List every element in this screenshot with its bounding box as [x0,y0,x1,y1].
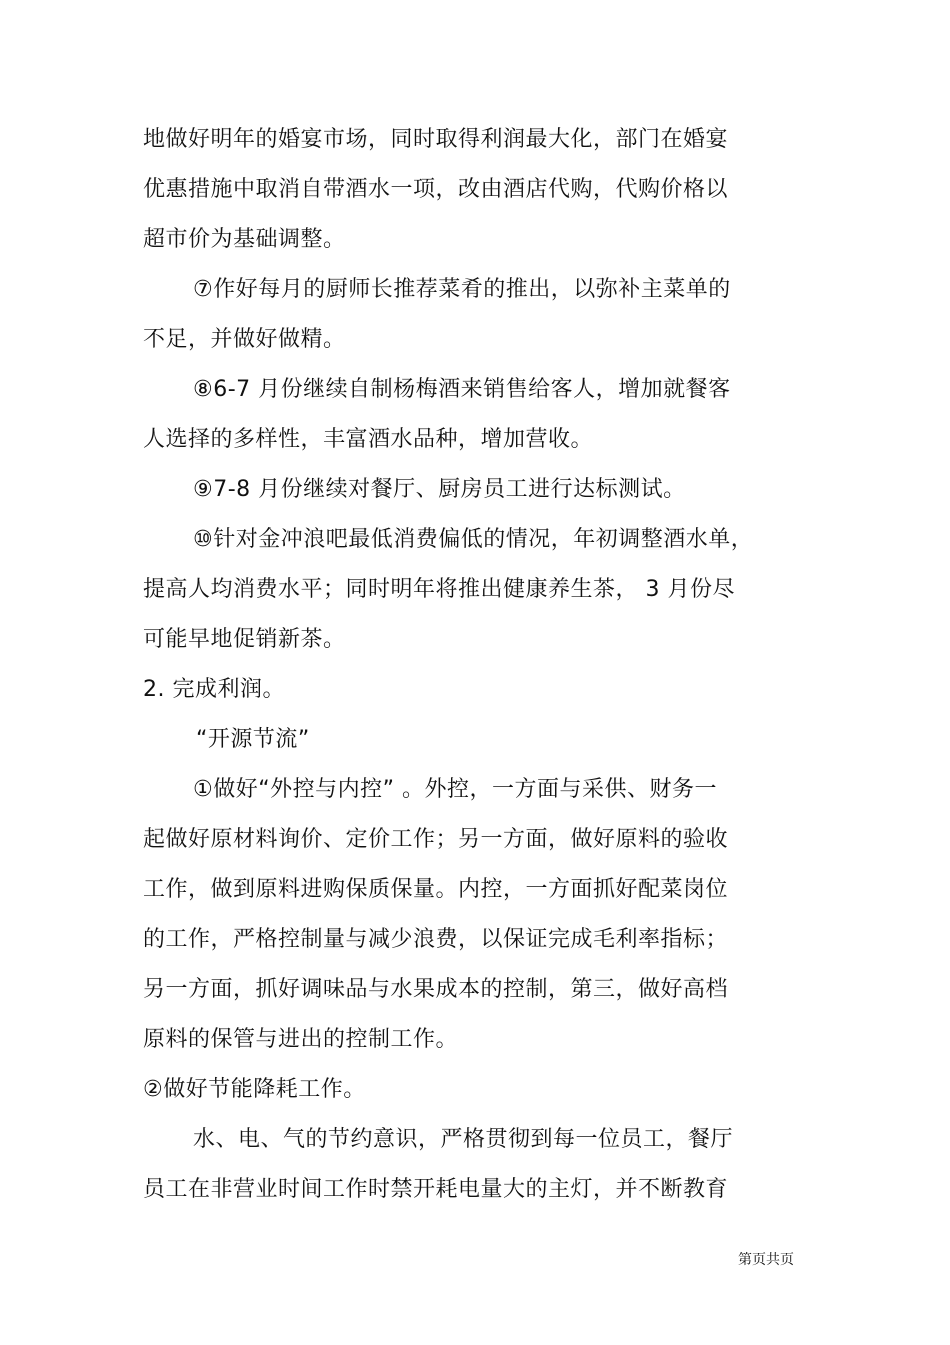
text-line-22: 员工在非营业时间工作时禁开耗电量大的主灯，并不断教育 [143,1177,729,1202]
text-line-14: ①做好“外控与内控” 。外控，一方面与采供、财务一 [193,777,718,802]
text-line-8: ⑨7-8 月份继续对餐厅、厨房员工进行达标测试。 [193,477,686,502]
text-line-19: 原料的保管与进出的控制工作。 [143,1027,459,1052]
page-footer: 第页共页 [738,1252,794,1268]
text-line-15: 起做好原材料询价、定价工作；另一方面，做好原料的验收 [143,827,729,852]
text-line-21: 水、电、气的节约意识，严格贯彻到每一位员工，餐厅 [193,1127,734,1152]
section-heading: 2. 完成利润。 [143,677,285,702]
text-line-4: ⑦作好每月的厨师长推荐菜肴的推出，以弥补主菜单的 [193,277,731,302]
text-line-16: 工作，做到原料进购保质保量。内控，一方面抓好配菜岗位 [143,877,729,902]
text-line-10: 提高人均消费水平；同时明年将推出健康养生茶， 3 月份尽 [143,577,735,602]
text-line-5: 不足，并做好做精。 [143,327,346,352]
text-line-3: 超市价为基础调整。 [143,227,346,252]
text-line-20: ②做好节能降耗工作。 [143,1077,366,1102]
text-line-1: 地做好明年的婚宴市场，同时取得利润最大化，部门在婚宴 [143,127,729,152]
text-line-9: ⑩针对金冲浪吧最低消费偏低的情况，年初调整酒水单， [193,527,754,552]
text-line-17: 的工作，严格控制量与减少浪费，以保证完成毛利率指标； [143,927,729,952]
text-line-7: 人选择的多样性，丰富酒水品种，增加营收。 [143,427,594,452]
text-line-11: 可能早地促销新茶。 [143,627,346,652]
text-line-2: 优惠措施中取消自带酒水一项，改由酒店代购，代购价格以 [143,177,729,202]
text-line-13: “开源节流” [196,727,310,752]
text-line-18: 另一方面，抓好调味品与水果成本的控制，第三，做好高档 [143,977,729,1002]
text-line-6: ⑧6-7 月份继续自制杨梅酒来销售给客人，增加就餐客 [193,377,731,402]
